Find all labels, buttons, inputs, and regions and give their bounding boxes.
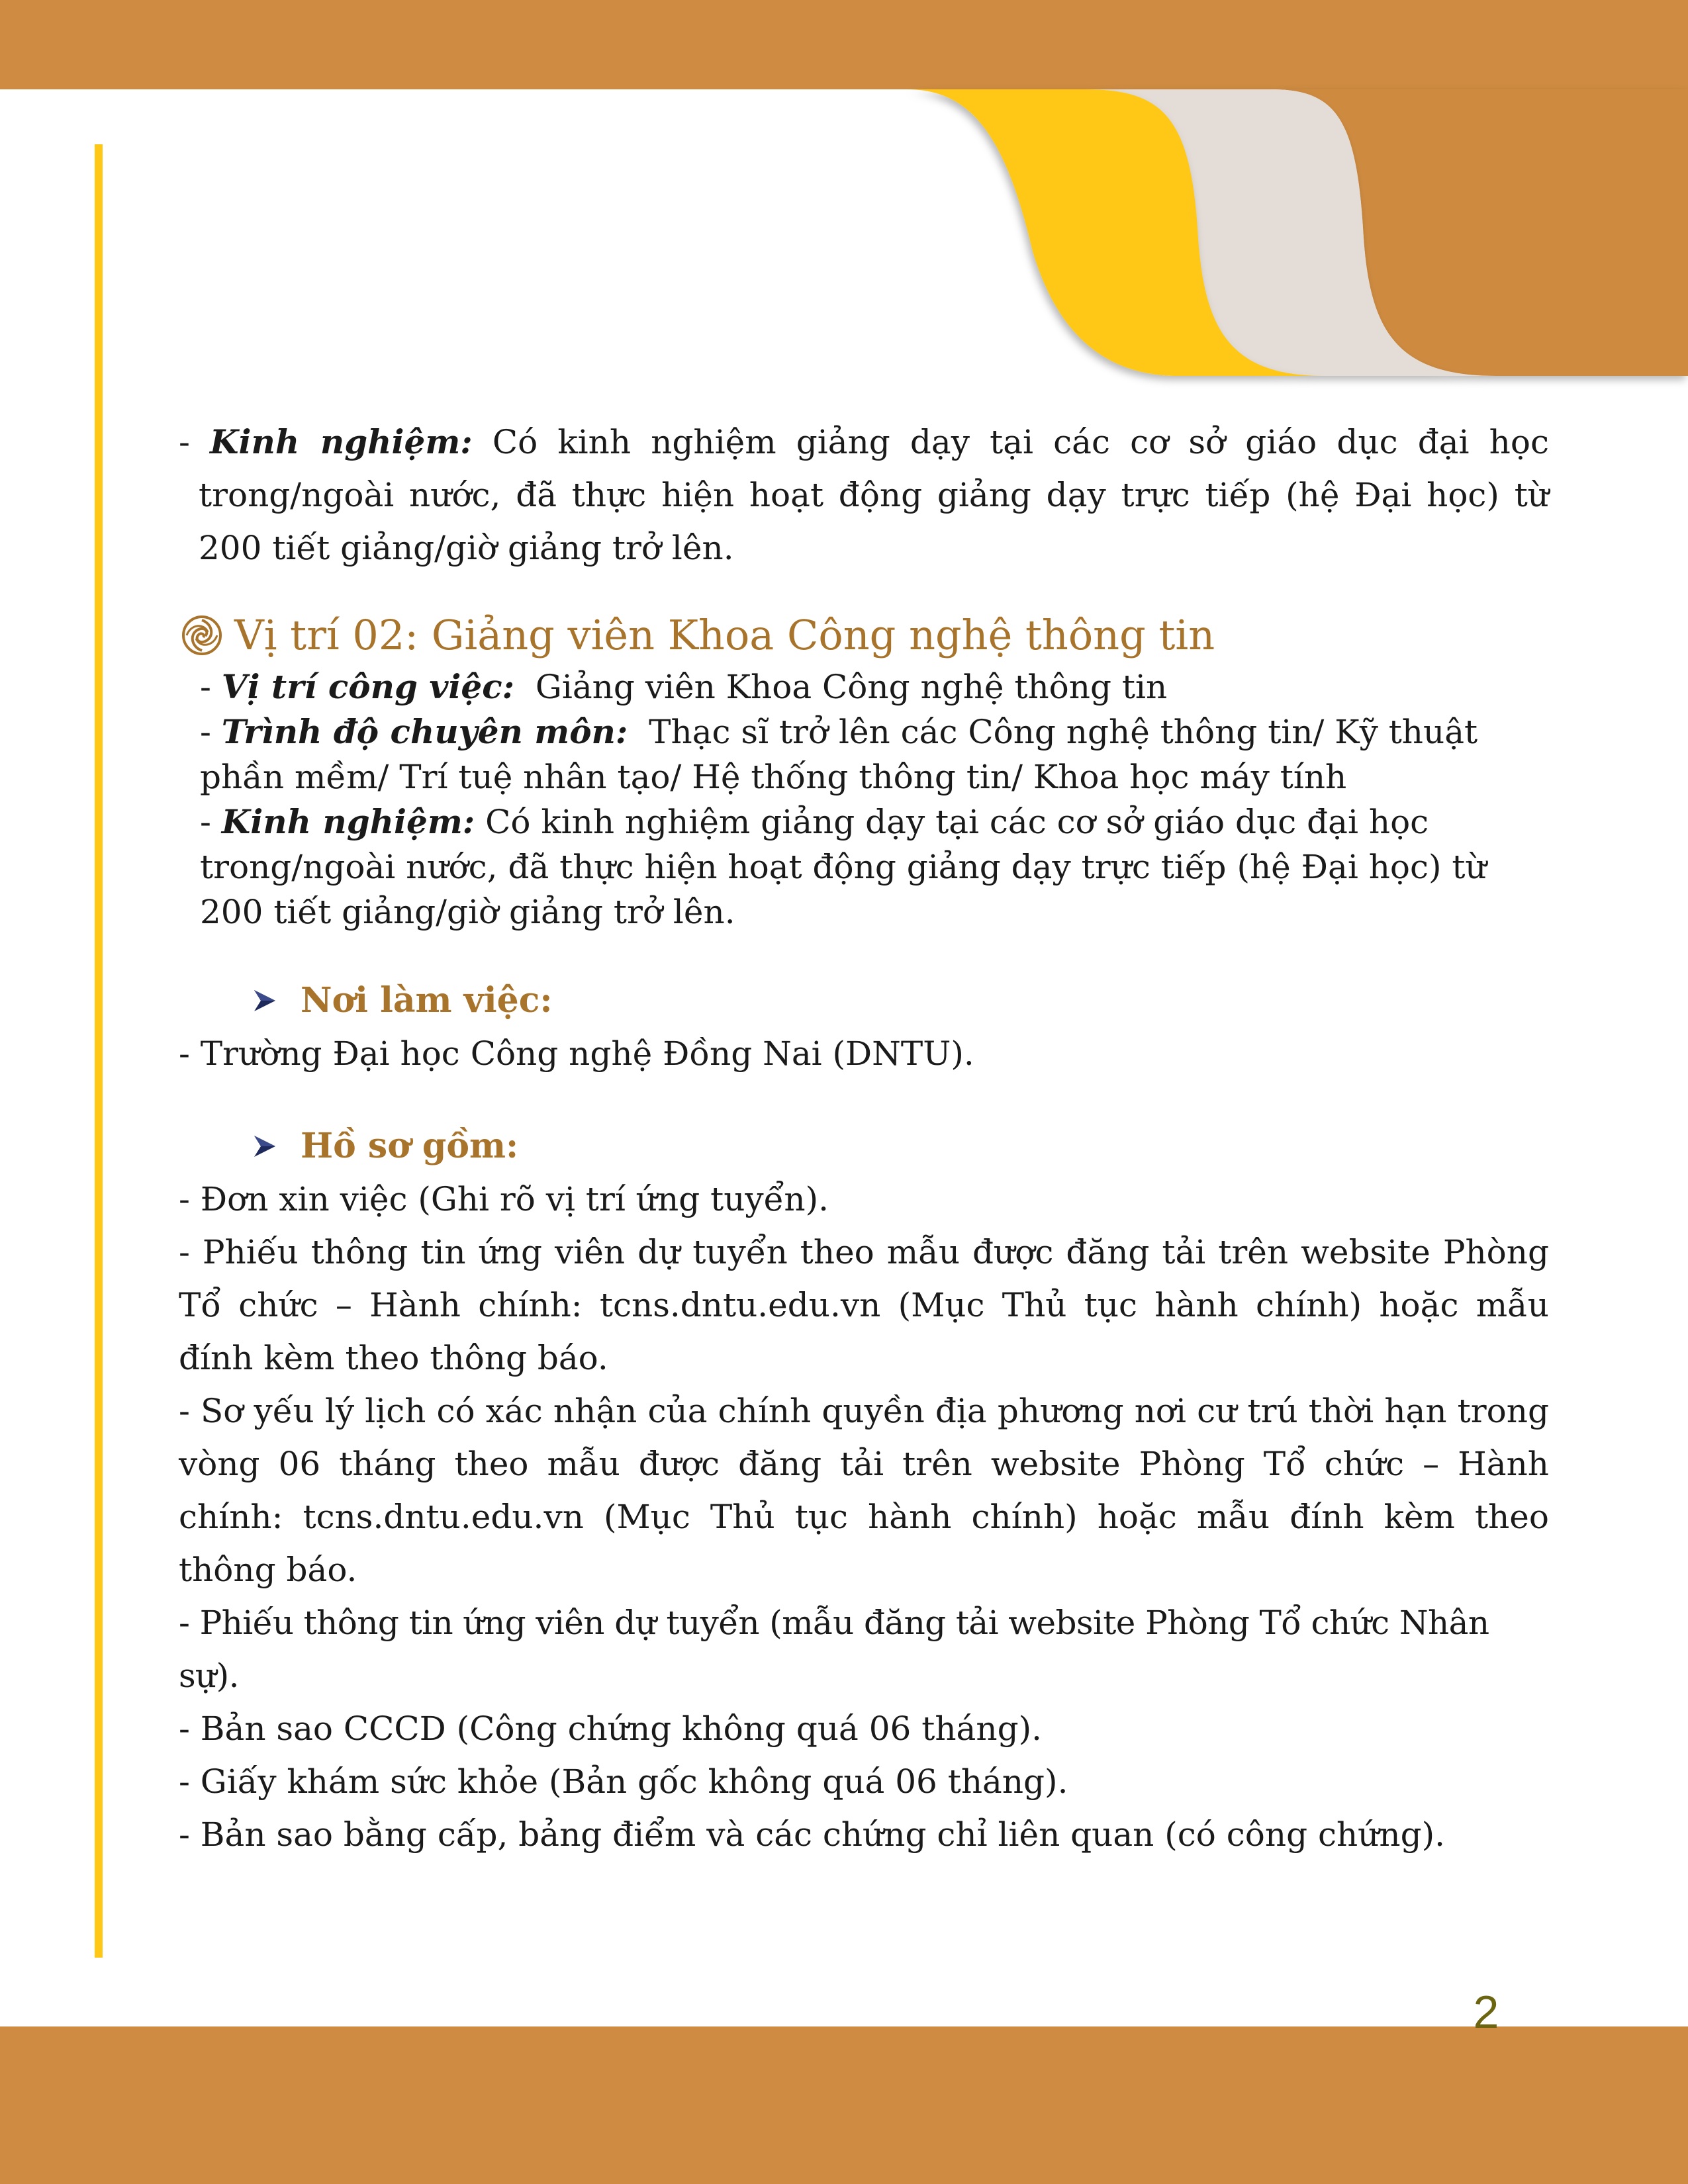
qualification-label: Trình độ chuyên môn: xyxy=(221,712,628,751)
arrow-bullet-icon xyxy=(252,987,278,1014)
position-02-details xyxy=(200,664,1511,934)
header-wave-decoration xyxy=(0,0,1688,397)
page-content xyxy=(179,416,1549,1861)
qualification-line-2: phần mềm/ Trí tuệ nhân tạo/ Hệ thống thông tin/ Khoa học máy tính xyxy=(200,758,1347,796)
experience-line-3: 200 tiết giảng/giờ giảng trở lên. xyxy=(200,893,735,931)
job-text: Giảng viên Khoa Công nghệ thông tin xyxy=(514,668,1168,706)
swirl-icon xyxy=(181,615,222,656)
document-item: - Giấy khám sức khỏe (Bản gốc không quá 06 tháng). xyxy=(179,1762,1068,1801)
qualification-line-1: - Trình độ chuyên môn: Thạc sĩ trở lên các Công nghệ thông tin/ Kỹ thuật xyxy=(200,712,1478,751)
page-number: 2 xyxy=(1473,1986,1499,2038)
workplace-title: Nơi làm việc: xyxy=(301,980,553,1021)
job-line: - Vị trí công việc: Giảng viên Khoa Công nghệ thông tin xyxy=(200,667,1168,706)
job-label: Vị trí công việc: xyxy=(221,667,515,706)
document-item: - Phiếu thông tin ứng viên dự tuyển (mẫu đăng tải website Phòng Tổ chức Nhân sự). xyxy=(179,1604,1489,1695)
document-item: - Phiếu thông tin ứng viên dự tuyển theo mẫu được đăng tải trên website Phòng Tổ chức – Hành chính: tcns.dntu.edu.vn (Mục Thủ tục hành chính) hoặc mẫu đính kèm theo thông báo. xyxy=(179,1233,1549,1377)
documents-title: Hồ sơ gồm: xyxy=(301,1126,519,1166)
left-vertical-rule xyxy=(95,144,103,1958)
document-item: - Bản sao CCCD (Công chứng không quá 06 tháng). xyxy=(179,1709,1042,1748)
arrow-bullet-icon xyxy=(252,1133,278,1160)
position-02-heading xyxy=(181,606,1549,664)
document-item: - Đơn xin việc (Ghi rõ vị trí ứng tuyển). xyxy=(179,1180,829,1218)
experience-text-1: Có kinh nghiệm giảng dạy tại các cơ sở giáo dục đại học xyxy=(475,803,1429,841)
document-item: - Sơ yếu lý lịch có xác nhận của chính quyền địa phương nơi cư trú thời hạn trong vòng 06 tháng theo mẫu được đăng tải trên website Phòng Tổ chức – Hành chính: tcns.dntu.edu.vn (Mục Thủ tục hành chính) hoặc mẫu đính kèm theo thông báo. xyxy=(179,1392,1549,1589)
experience-line-2: trong/ngoài nước, đã thực hiện hoạt động giảng dạy trực tiếp (hệ Đại học) từ xyxy=(200,848,1487,886)
qualification-text-1: Thạc sĩ trở lên các Công nghệ thông tin/ Kỹ thuật xyxy=(628,713,1478,751)
bottom-band xyxy=(0,2026,1688,2184)
documents-heading xyxy=(252,1120,1549,1173)
experience-paragraph: - Kinh nghiệm: Có kinh nghiệm giảng dạy tại các cơ sở giáo dục đại học trong/ngoài nước, đã thực hiện hoạt động giảng dạy trực tiếp (hệ Đại học) từ 200 tiết giảng/giờ giảng trở lên. xyxy=(179,422,1549,567)
experience-label-2: Kinh nghiệm: xyxy=(221,802,475,841)
experience-label: Kinh nghiệm: xyxy=(210,422,473,461)
document-item: - Bản sao bằng cấp, bảng điểm và các chứng chỉ liên quan (có công chứng). xyxy=(179,1815,1446,1854)
experience-line-1: - Kinh nghiệm: Có kinh nghiệm giảng dạy tại các cơ sở giáo dục đại học xyxy=(200,802,1429,841)
position-02-title: Vị trí 02: Giảng viên Khoa Công nghệ thông tin xyxy=(234,611,1215,659)
workplace-text: - Trường Đại học Công nghệ Đồng Nai (DNTU). xyxy=(179,1034,974,1073)
workplace-heading xyxy=(252,974,1549,1027)
experience-text: Có kinh nghiệm giảng dạy tại các cơ sở giáo dục đại học trong/ngoài nước, đã thực hiện hoạt động giảng dạy trực tiếp (hệ Đại học) từ 200 tiết giảng/giờ giảng trở lên. xyxy=(199,423,1549,567)
